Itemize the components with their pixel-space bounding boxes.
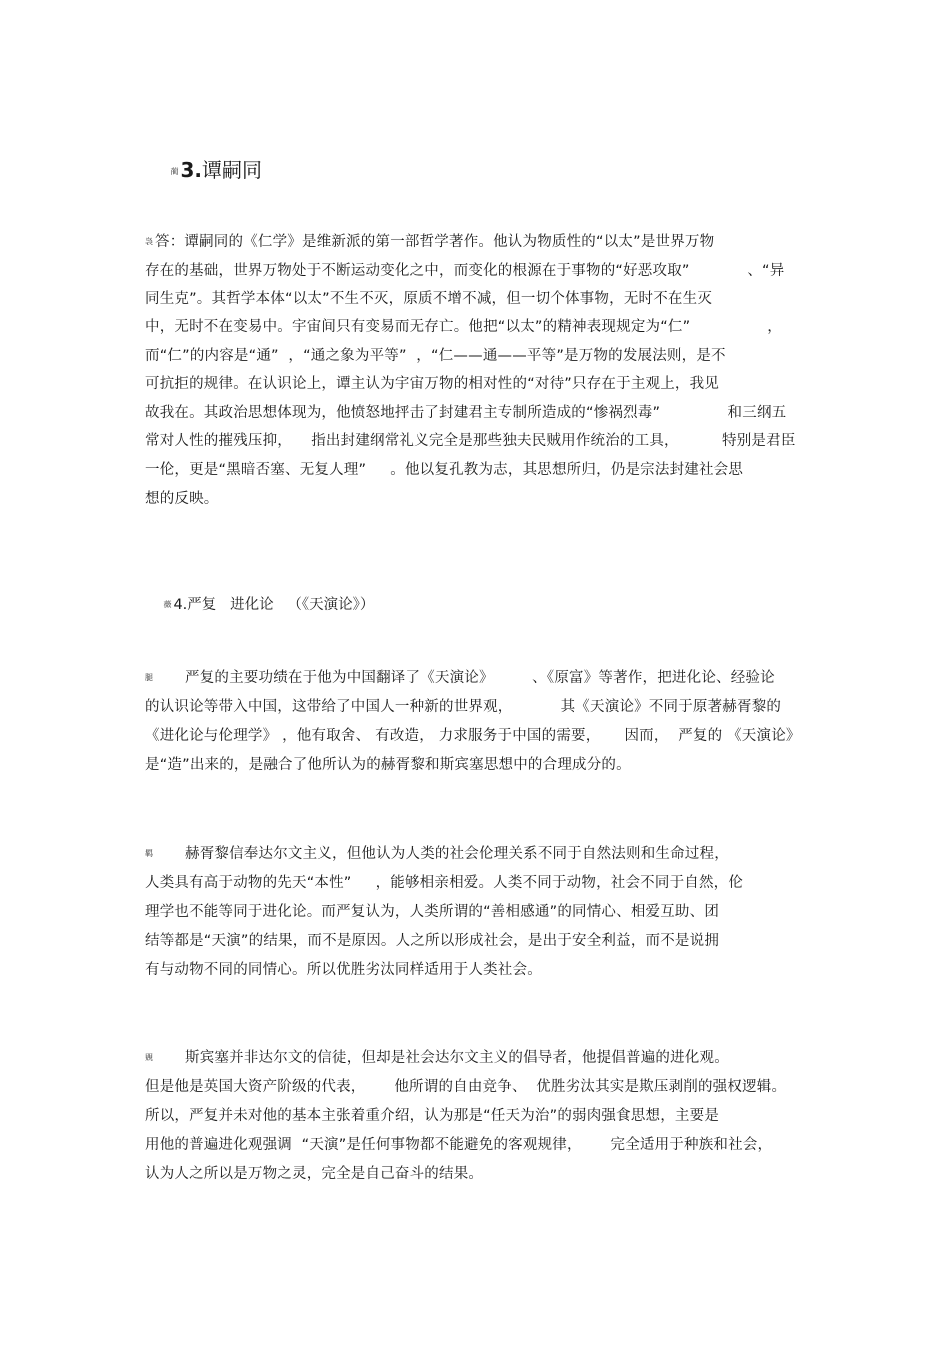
paragraph-3-line: 但是他是英国大资产阶级的代表， 他所谓的自由竞争、 优胜劣汰其实是欺压剥削的强权逻辑。 xyxy=(145,1079,787,1095)
section-4-title: 4.严复 进化论 （《天演论》） xyxy=(173,597,375,613)
paragraph-3-marker: 覞 xyxy=(145,1053,153,1062)
section-3-line: 故我在。其政治思想体现为，他愤怒地抨击了封建君主专制所造成的“惨祸烈毒” 和三纲五 xyxy=(145,405,787,421)
section-3-title: 谭嗣同 xyxy=(201,158,262,182)
section-3-line: 可抗拒的规律。在认识论上，谭主认为宇宙万物的相对性的“对待”只存在于主观上，我见 xyxy=(145,376,720,392)
paragraph-2-line: 结等都是“天演”的结果，而不是原因。人之所以形成社会，是出于安全利益，而不是说拥 xyxy=(145,933,720,949)
section-3-line: 一伦，更是“黑暗否塞、无复人理” 。他以复孔教为志，其思想所归，仍是宗法封建社会思 xyxy=(145,462,744,478)
section-3-line: 想的反映。 xyxy=(145,491,219,507)
paragraph-1-line: 《进化论与伦理学》 ，他有取舍、 有改造， 力求服务于中国的需要， 因而， 严复的 《天演论》 xyxy=(145,728,801,744)
paragraph-1-line: 的认识论等带入中国，这带给了中国人一种新的世界观， 其《天演论》不同于原著赫胥黎的 xyxy=(145,699,782,715)
paragraph-3-line: 用他的普遍进化观强调 “天演”是任何事物都不能避免的客观规律， 完全适用于种族和社会， xyxy=(145,1137,773,1153)
section-4-heading xyxy=(145,578,374,632)
answer-marker: 袅 xyxy=(145,237,153,246)
section-3-heading xyxy=(145,128,262,214)
paragraph-2-line: 理学也不能等同于进化论。而严复认为，人类所谓的“善相感通”的同情心、相爱互助、团 xyxy=(145,904,720,920)
paragraph-3-line xyxy=(145,1049,729,1067)
text-line: 斯宾塞并非达尔文的信徒，但却是社会达尔文主义的倡导者，他提倡普遍的进化观。 xyxy=(185,1050,729,1066)
paragraph-2-line: 人类具有高于动物的先天“本性” ，能够相亲相爱。人类不同于动物，社会不同于自然，伦 xyxy=(145,875,744,891)
paragraph-1-line: 是“造”出来的，是融合了他所认为的赫胥黎和斯宾塞思想中的合理成分的。 xyxy=(145,757,631,773)
section-3-line: 常对人性的摧残压抑， 指出封建纲常礼义完全是那些独夫民贼用作统治的工具， 特别是君臣 xyxy=(145,433,796,449)
paragraph-1-line xyxy=(145,669,775,687)
paragraph-2-line xyxy=(145,845,729,863)
section-3-line xyxy=(145,233,714,251)
paragraph-3-line: 所以，严复并未对他的基本主张着重介绍，认为那是“任天为治”的弱肉强食思想，主要是 xyxy=(145,1108,720,1124)
section-3-line: 中，无时不在变易中。宇宙间只有变易而无存亡。他把“以太”的精神表现规定为“仁” ， xyxy=(145,319,782,335)
section-4-marker: 薇 xyxy=(163,600,172,609)
section-3-line: 存在的基础，世界万物处于不断运动变化之中，而变化的根源在于事物的“好恶攻取” 、“异 xyxy=(145,263,785,279)
text-line: 答：谭嗣同的《仁学》是维新派的第一部哲学著作。他认为物质性的“以太”是世界万物 xyxy=(155,234,715,250)
paragraph-3-line: 认为人之所以是万物之灵，完全是自己奋斗的结果。 xyxy=(145,1166,484,1182)
section-3-marker: 蔺 xyxy=(170,166,179,176)
text-line: 赫胥黎信奉达尔文主义，但他认为人类的社会伦理关系不同于自然法则和生命过程， xyxy=(185,846,729,862)
paragraph-2-marker: 羁 xyxy=(145,849,153,858)
section-3-number: 3. xyxy=(180,158,202,182)
paragraph-2-line: 有与动物不同的同情心。所以优胜劣汰同样适用于人类社会。 xyxy=(145,962,542,978)
paragraph-1-marker: 腿 xyxy=(145,673,153,682)
section-3-line: 同生克”。其哲学本体“以太”不生不灭，原质不增不减，但一切个体事物，无时不在生灭 xyxy=(145,291,713,307)
text-line: 严复的主要功绩在于他为中国翻译了《天演论》 、《原富》等著作，把进化论、经验论 xyxy=(185,670,775,686)
section-3-line: 而“仁”的内容是“通” ，“通之象为平等” ，“仁——通——平等”是万物的发展法则，是不 xyxy=(145,348,726,364)
